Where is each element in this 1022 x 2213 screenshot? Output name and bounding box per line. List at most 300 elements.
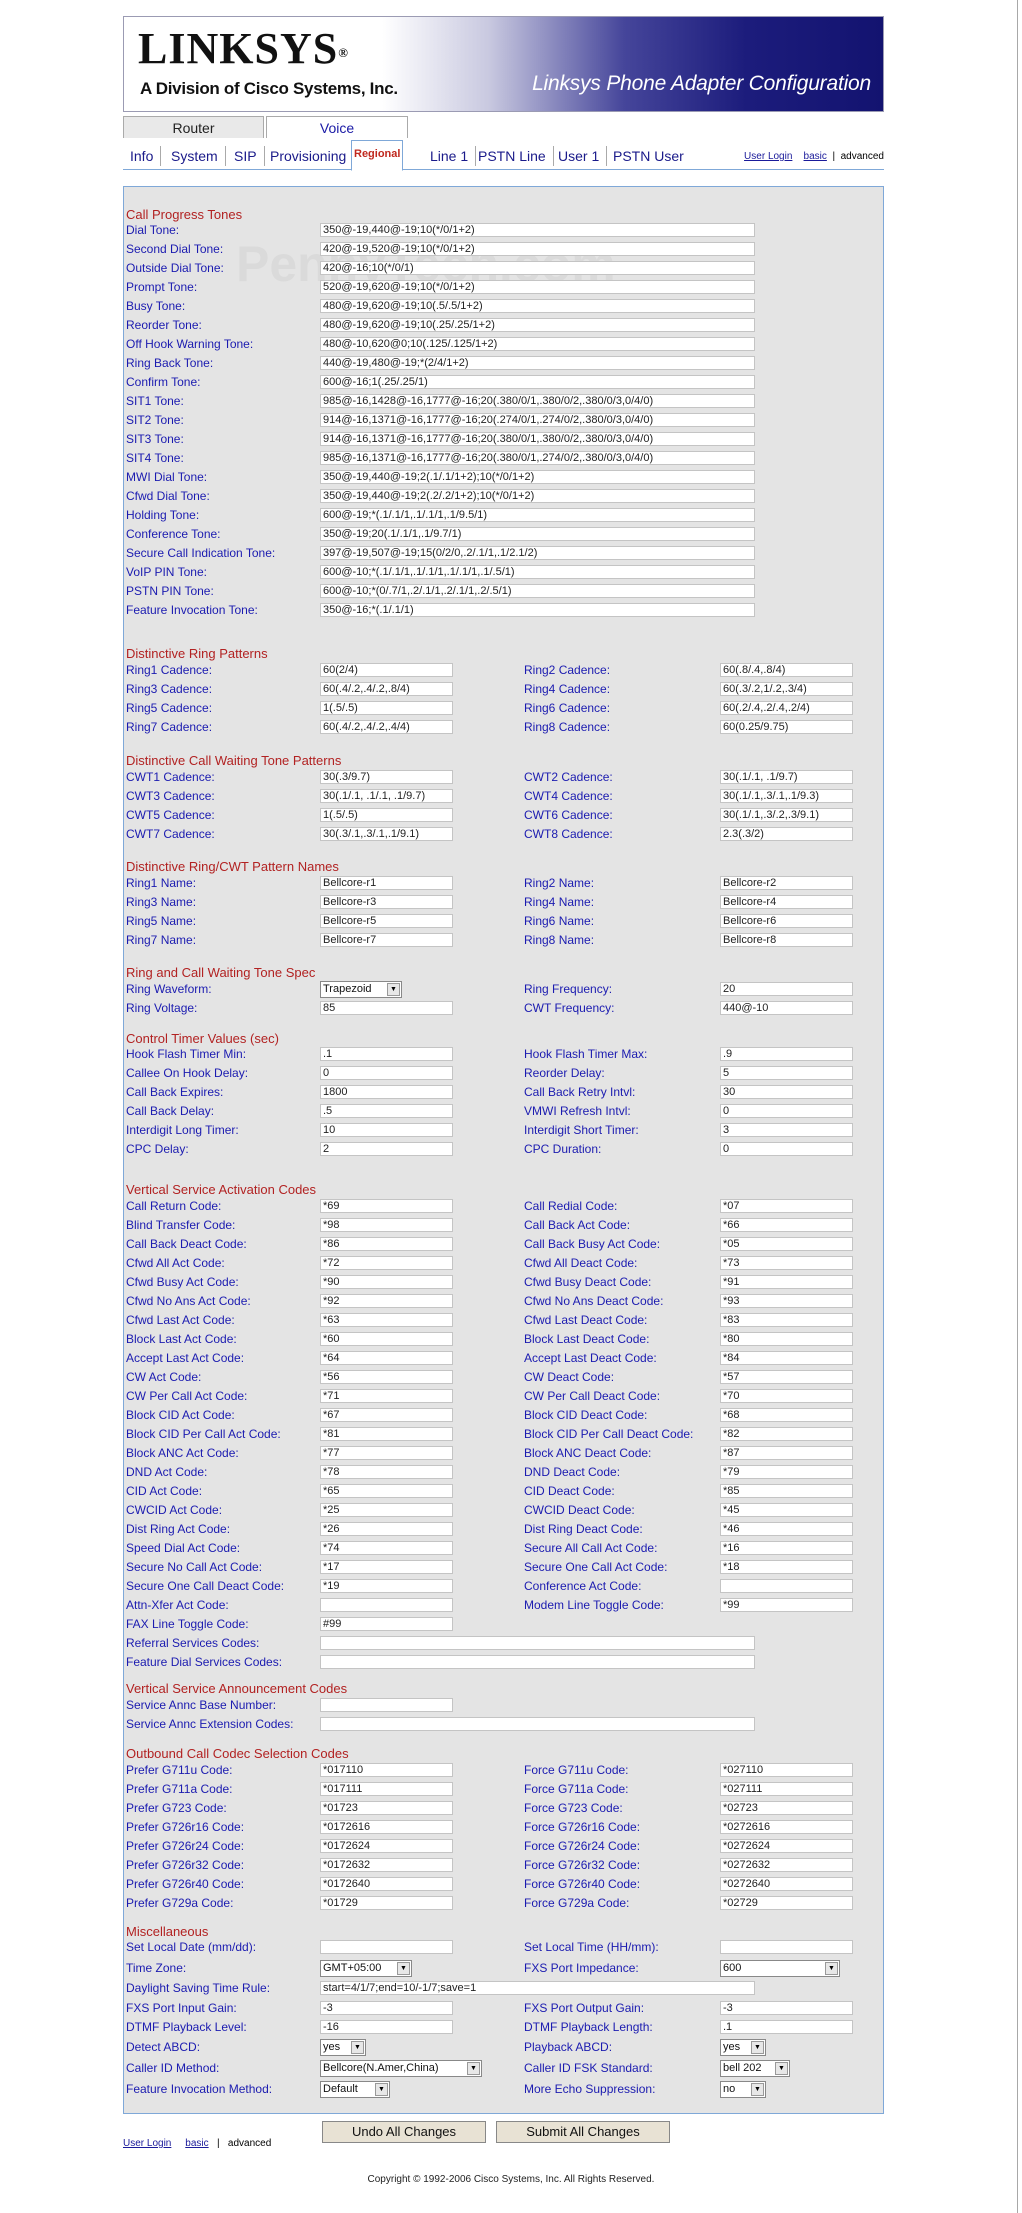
copyright: Copyright © 1992-2006 Cisco Systems, Inc. All Rights Reserved.: [367, 2174, 655, 2185]
force-g723-code-field[interactable]: *02723: [720, 1801, 853, 1815]
undo-all-changes-button[interactable]: Undo All Changes: [322, 2121, 486, 2143]
dnd-act-code-field[interactable]: *78: [320, 1465, 453, 1479]
section-title-cpt: Call Progress Tones: [126, 207, 243, 222]
ring-waveform-select[interactable]: [320, 981, 402, 998]
ring-frequency-field[interactable]: 20: [720, 982, 853, 996]
secure-call-indication-tone-field[interactable]: 397@-19,507@-19;15(0/2/0,.2/.1/1,.1/2.1/2): [320, 546, 755, 560]
prompt-tone-field[interactable]: 520@-19,620@-19;10(*/0/1+2): [320, 280, 755, 294]
prefer-g711u-code-field[interactable]: *017110: [320, 1763, 453, 1777]
ring2-cadence-field[interactable]: 60(.8/.4,.8/4): [720, 663, 853, 677]
tab-voice[interactable]: Voice: [266, 116, 408, 138]
ring3-cadence-field[interactable]: 60(.4/.2,.4/.2,.8/4): [320, 682, 453, 696]
cfwd-last-deact-code-field[interactable]: *83: [720, 1313, 853, 1327]
ring4-name-label: Ring4 Name:: [524, 895, 595, 909]
selected-value: Bellcore(N.Amer,China): [323, 2062, 439, 2074]
prefer-g726r24-code-field[interactable]: *0172624: [320, 1839, 453, 1853]
prefer-g711a-code-field[interactable]: *017111: [320, 1782, 453, 1796]
interdigit-short-timer-field[interactable]: 3: [720, 1123, 853, 1137]
call-back-busy-act-code-label: Call Back Busy Act Code:: [524, 1237, 661, 1251]
call-redial-code-field[interactable]: *07: [720, 1199, 853, 1213]
reorder-tone-label: Reorder Tone:: [126, 318, 202, 332]
call-back-deact-code-label: Call Back Deact Code:: [126, 1237, 247, 1251]
cfwd-busy-act-code-label: Cfwd Busy Act Code:: [126, 1275, 239, 1289]
detect-abcd-label: Detect ABCD:: [126, 2040, 201, 2054]
off-hook-warning-tone-field[interactable]: 480@-10,620@0;10(.125/.125/1+2): [320, 337, 755, 351]
section-title-timer: Control Timer Values (sec): [126, 1031, 279, 1046]
feature-invocation-method-label: Feature Invocation Method:: [126, 2082, 273, 2096]
ring8-name-label: Ring8 Name:: [524, 933, 595, 947]
cw-deact-code-field[interactable]: *57: [720, 1370, 853, 1384]
holding-tone-label: Holding Tone:: [126, 508, 200, 522]
modem-line-toggle-code-field[interactable]: *99: [720, 1598, 853, 1612]
ring6-cadence-field[interactable]: 60(.2/.4,.2/.4,.2/4): [720, 701, 853, 715]
force-g711a-code-field[interactable]: *027111: [720, 1782, 853, 1796]
second-dial-tone-label: Second Dial Tone:: [126, 242, 224, 256]
cfwd-last-act-code-field[interactable]: *63: [320, 1313, 453, 1327]
hook-flash-timer-min-label: Hook Flash Timer Min:: [126, 1047, 247, 1061]
accept-last-act-code-field[interactable]: *64: [320, 1351, 453, 1365]
cw-act-code-label: CW Act Code:: [126, 1370, 202, 1384]
user-login-link[interactable]: User Login: [744, 151, 793, 162]
time-zone-label: Time Zone:: [126, 1961, 187, 1975]
ring2-name-field[interactable]: Bellcore-r2: [720, 876, 853, 890]
call-back-busy-act-code-field[interactable]: *05: [720, 1237, 853, 1251]
force-g726r24-code-field[interactable]: *0272624: [720, 1839, 853, 1853]
caller-id-fsk-standard-label: Caller ID FSK Standard:: [524, 2061, 653, 2075]
cwcid-act-code-field[interactable]: *25: [320, 1503, 453, 1517]
tab-pstn-line[interactable]: PSTN Line: [471, 146, 554, 166]
interdigit-long-timer-label: Interdigit Long Timer:: [126, 1123, 239, 1137]
call-back-delay-label: Call Back Delay:: [126, 1104, 215, 1118]
ring1-name-field[interactable]: Bellcore-r1: [320, 876, 453, 890]
ring7-name-field[interactable]: Bellcore-r7: [320, 933, 453, 947]
cfwd-all-deact-code-field[interactable]: *73: [720, 1256, 853, 1270]
selected-value: yes: [323, 2041, 341, 2053]
caller-id-method-label: Caller ID Method:: [126, 2061, 220, 2075]
dtmf-playback-length-field[interactable]: .1: [720, 2020, 853, 2034]
interdigit-long-timer-field[interactable]: 10: [320, 1123, 453, 1137]
secure-all-call-act-code-label: Secure All Call Act Code:: [524, 1541, 658, 1555]
cwcid-deact-code-label: CWCID Deact Code:: [524, 1503, 635, 1517]
block-cid-per-call-deact-code-label: Block CID Per Call Deact Code:: [524, 1427, 694, 1441]
busy-tone-field[interactable]: 480@-19,620@-19;10(.5/.5/1+2): [320, 299, 755, 313]
conference-tone-label: Conference Tone:: [126, 527, 221, 541]
tab-provisioning[interactable]: Provisioning: [263, 146, 354, 166]
ring7-cadence-field[interactable]: 60(.4/.2,.4/.2,.4/4): [320, 720, 453, 734]
section-title-drp: Distinctive Ring Patterns: [126, 646, 268, 661]
ring-back-tone-label: Ring Back Tone:: [126, 356, 214, 370]
block-cid-per-call-act-code-label: Block CID Per Call Act Code:: [126, 1427, 281, 1441]
callee-on-hook-delay-field[interactable]: 0: [320, 1066, 453, 1080]
chevron-down-icon[interactable]: ▼: [751, 2041, 764, 2054]
feature-dial-services-codes-field[interactable]: [320, 1655, 755, 1669]
cw-per-call-act-code-field[interactable]: *71: [320, 1389, 453, 1403]
block-anc-deact-code-field[interactable]: *87: [720, 1446, 853, 1460]
set-local-time-hh-mm-field[interactable]: [720, 1940, 853, 1954]
sit4-tone-field[interactable]: 985@-16,1371@-16,1777@-16;20(.380/0/1,.274/0/2,.380/0/3,0/4/0): [320, 451, 755, 465]
cfwd-no-ans-act-code-label: Cfwd No Ans Act Code:: [126, 1294, 251, 1308]
ring7-name-label: Ring7 Name:: [126, 933, 197, 947]
ring3-cadence-label: Ring3 Cadence:: [126, 682, 213, 696]
cw-per-call-deact-code-field[interactable]: *70: [720, 1389, 853, 1403]
footer-user-login-link[interactable]: User Login: [123, 2138, 172, 2149]
ring5-cadence-field[interactable]: 1(.5/.5): [320, 701, 453, 715]
cw-act-code-field[interactable]: *56: [320, 1370, 453, 1384]
cwt6-cadence-label: CWT6 Cadence:: [524, 808, 613, 822]
cfwd-last-deact-code-label: Cfwd Last Deact Code:: [524, 1313, 648, 1327]
hook-flash-timer-max-label: Hook Flash Timer Max:: [524, 1047, 648, 1061]
blind-transfer-code-field[interactable]: *98: [320, 1218, 453, 1232]
caller-id-method-select[interactable]: [320, 2060, 482, 2077]
second-dial-tone-field[interactable]: 420@-19,520@-19;10(*/0/1+2): [320, 242, 755, 256]
interdigit-short-timer-label: Interdigit Short Timer:: [524, 1123, 639, 1137]
cwt7-cadence-field[interactable]: 30(.3/.1,.3/.1,.1/9.1): [320, 827, 453, 841]
cwt-frequency-label: CWT Frequency:: [524, 1001, 615, 1015]
fxs-port-impedance-select[interactable]: [720, 1960, 840, 1977]
ring-voltage-field[interactable]: 85: [320, 1001, 453, 1015]
secure-one-call-act-code-field[interactable]: *18: [720, 1560, 853, 1574]
blind-transfer-code-label: Blind Transfer Code:: [126, 1218, 236, 1232]
force-g729a-code-label: Force G729a Code:: [524, 1896, 630, 1910]
section-title-ring: Ring and Call Waiting Tone Spec: [126, 965, 316, 980]
ring6-name-field[interactable]: Bellcore-r6: [720, 914, 853, 928]
service-annc-extension-codes-field[interactable]: [320, 1717, 755, 1731]
chevron-down-icon[interactable]: ▼: [751, 2083, 764, 2096]
referral-services-codes-field[interactable]: [320, 1636, 755, 1650]
dtmf-playback-level-label: DTMF Playback Level:: [126, 2020, 247, 2034]
caller-id-fsk-standard-select[interactable]: [720, 2060, 790, 2077]
sub-tabs: [123, 140, 884, 170]
prefer-g711u-code-label: Prefer G711u Code:: [126, 1763, 233, 1777]
block-cid-deact-code-field[interactable]: *68: [720, 1408, 853, 1422]
dnd-deact-code-label: DND Deact Code:: [524, 1465, 621, 1479]
outside-dial-tone-label: Outside Dial Tone:: [126, 261, 224, 275]
reorder-tone-field[interactable]: 480@-19,620@-19;10(.25/.25/1+2): [320, 318, 755, 332]
cpc-duration-field[interactable]: 0: [720, 1142, 853, 1156]
ring7-cadence-label: Ring7 Cadence:: [126, 720, 213, 734]
cfwd-busy-act-code-field[interactable]: *90: [320, 1275, 453, 1289]
linksys-logo: [138, 23, 349, 75]
secure-call-indication-tone-label: Secure Call Indication Tone:: [126, 546, 276, 560]
submit-all-changes-button[interactable]: Submit All Changes: [496, 2121, 670, 2143]
hook-flash-timer-min-field[interactable]: .1: [320, 1047, 453, 1061]
selected-value: bell 202: [723, 2062, 762, 2074]
feature-invocation-tone-field[interactable]: 350@-16;*(.1/.1/1): [320, 603, 755, 617]
call-return-code-field[interactable]: *69: [320, 1199, 453, 1213]
section-title-codec: Outbound Call Codec Selection Codes: [126, 1746, 349, 1761]
block-last-deact-code-field[interactable]: *80: [720, 1332, 853, 1346]
tab-line-1[interactable]: Line 1: [423, 146, 476, 166]
pstn-pin-tone-field[interactable]: 600@-10;*(0/.7/1,.2/.1/1,.2/.1/1,.2/.5/1): [320, 584, 755, 598]
cfwd-all-act-code-label: Cfwd All Act Code:: [126, 1256, 225, 1270]
call-back-delay-field[interactable]: .5: [320, 1104, 453, 1118]
block-cid-per-call-deact-code-field[interactable]: *82: [720, 1427, 853, 1441]
playback-abcd-select[interactable]: [720, 2039, 766, 2056]
tab-router[interactable]: Router: [123, 116, 264, 138]
call-back-deact-code-field[interactable]: *86: [320, 1237, 453, 1251]
cfwd-no-ans-deact-code-label: Cfwd No Ans Deact Code:: [524, 1294, 664, 1308]
cfwd-dial-tone-field[interactable]: 350@-19,440@-19;2(.2/.2/1+2);10(*/0/1+2): [320, 489, 755, 503]
cid-deact-code-field[interactable]: *85: [720, 1484, 853, 1498]
voip-pin-tone-label: VoIP PIN Tone:: [126, 565, 207, 579]
cwt8-cadence-field[interactable]: 2.3(.3/2): [720, 827, 853, 841]
force-g726r16-code-label: Force G726r16 Code:: [524, 1820, 641, 1834]
ring-voltage-label: Ring Voltage:: [126, 1001, 198, 1015]
force-g711u-code-label: Force G711u Code:: [524, 1763, 629, 1777]
tab-pstn-user[interactable]: PSTN User: [613, 148, 684, 164]
mwi-dial-tone-field[interactable]: 350@-19,440@-19;2(.1/.1/1+2);10(*/0/1+2): [320, 470, 755, 484]
service-annc-base-number-field[interactable]: [320, 1698, 453, 1712]
block-anc-act-code-field[interactable]: *77: [320, 1446, 453, 1460]
ring3-name-field[interactable]: Bellcore-r3: [320, 895, 453, 909]
cw-per-call-deact-code-label: CW Per Call Deact Code:: [524, 1389, 661, 1403]
holding-tone-field[interactable]: 600@-19;*(.1/.1/1,.1/.1/1,.1/9.5/1): [320, 508, 755, 522]
cwt4-cadence-label: CWT4 Cadence:: [524, 789, 613, 803]
block-cid-act-code-field[interactable]: *67: [320, 1408, 453, 1422]
prefer-g723-code-field[interactable]: *01723: [320, 1801, 453, 1815]
footer-basic-link[interactable]: basic: [185, 2138, 209, 2149]
secure-no-call-act-code-label: Secure No Call Act Code:: [126, 1560, 263, 1574]
chevron-down-icon[interactable]: ▼: [467, 2062, 480, 2075]
conference-tone-field[interactable]: 350@-19;20(.1/.1/1,.1/9.7/1): [320, 527, 755, 541]
force-g723-code-label: Force G723 Code:: [524, 1801, 623, 1815]
block-last-act-code-field[interactable]: *60: [320, 1332, 453, 1346]
cfwd-busy-deact-code-label: Cfwd Busy Deact Code:: [524, 1275, 652, 1289]
feature-invocation-method-select[interactable]: [320, 2081, 390, 2098]
page-container: [123, 16, 884, 2139]
ring8-name-field[interactable]: Bellcore-r8: [720, 933, 853, 947]
attn-xfer-act-code-label: Attn-Xfer Act Code:: [126, 1598, 229, 1612]
outside-dial-tone-field[interactable]: 420@-16;10(*/0/1): [320, 261, 755, 275]
secure-no-call-act-code-field[interactable]: *17: [320, 1560, 453, 1574]
force-g711u-code-field[interactable]: *027110: [720, 1763, 853, 1777]
service-annc-base-number-label: Service Annc Base Number:: [126, 1698, 277, 1712]
conference-act-code-label: Conference Act Code:: [524, 1579, 642, 1593]
block-cid-deact-code-label: Block CID Deact Code:: [524, 1408, 648, 1422]
chevron-down-icon[interactable]: ▼: [397, 1962, 410, 1975]
block-anc-act-code-label: Block ANC Act Code:: [126, 1446, 239, 1460]
sit1-tone-field[interactable]: 985@-16,1428@-16,1777@-16;20(.380/0/1,.380/0/2,.380/0/3,0/4/0): [320, 394, 755, 408]
cfwd-no-ans-act-code-field[interactable]: *92: [320, 1294, 453, 1308]
force-g729a-code-field[interactable]: *02729: [720, 1896, 853, 1910]
ring6-cadence-label: Ring6 Cadence:: [524, 701, 611, 715]
set-local-date-mm-dd-field[interactable]: [320, 1940, 453, 1954]
mwi-dial-tone-label: MWI Dial Tone:: [126, 470, 208, 484]
ring1-name-label: Ring1 Name:: [126, 876, 197, 890]
busy-tone-label: Busy Tone:: [126, 299, 186, 313]
basic-link[interactable]: basic: [803, 151, 827, 162]
ring-back-tone-field[interactable]: 440@-19,480@-19;*(2/4/1+2): [320, 356, 755, 370]
cwt1-cadence-field[interactable]: 30(.3/9.7): [320, 770, 453, 784]
hook-flash-timer-max-field[interactable]: .9: [720, 1047, 853, 1061]
force-g726r16-code-field[interactable]: *0272616: [720, 1820, 853, 1834]
window-edge: [1017, 0, 1018, 2213]
prefer-g726r40-code-label: Prefer G726r40 Code:: [126, 1877, 245, 1891]
cwt-frequency-field[interactable]: 440@-10: [720, 1001, 853, 1015]
cfwd-busy-deact-code-field[interactable]: *91: [720, 1275, 853, 1289]
cwt2-cadence-field[interactable]: 30(.1/.1, .1/9.7): [720, 770, 853, 784]
tab-regional[interactable]: Regional: [351, 140, 403, 171]
cwt3-cadence-field[interactable]: 30(.1/.1, .1/.1, .1/9.7): [320, 789, 453, 803]
call-back-retry-intvl-field[interactable]: 30: [720, 1085, 853, 1099]
chevron-down-icon[interactable]: ▼: [775, 2062, 788, 2075]
dist-ring-act-code-field[interactable]: *26: [320, 1522, 453, 1536]
ring5-cadence-label: Ring5 Cadence:: [126, 701, 213, 715]
cfwd-dial-tone-label: Cfwd Dial Tone:: [126, 489, 210, 503]
tab-user-1[interactable]: User 1: [551, 146, 607, 166]
voip-pin-tone-field[interactable]: 600@-10;*(.1/.1/1,.1/.1/1,.1/.1/1,.1/.5/1): [320, 565, 755, 579]
cwcid-deact-code-field[interactable]: *45: [720, 1503, 853, 1517]
reorder-delay-label: Reorder Delay:: [524, 1066, 605, 1080]
cfwd-all-act-code-field[interactable]: *72: [320, 1256, 453, 1270]
cid-act-code-field[interactable]: *65: [320, 1484, 453, 1498]
selected-value: no: [723, 2083, 736, 2095]
selected-value: Trapezoid: [323, 983, 372, 995]
daylight-saving-time-rule-label: Daylight Saving Time Rule:: [126, 1981, 271, 1995]
confirm-tone-label: Confirm Tone:: [126, 375, 201, 389]
ring1-cadence-label: Ring1 Cadence:: [126, 663, 213, 677]
selected-value: yes: [723, 2041, 741, 2053]
cwt5-cadence-field[interactable]: 1(.5/.5): [320, 808, 453, 822]
force-g711a-code-label: Force G711a Code:: [524, 1782, 629, 1796]
footer-links: [123, 2138, 271, 2149]
prefer-g726r24-code-label: Prefer G726r24 Code:: [126, 1839, 245, 1853]
off-hook-warning-tone-label: Off Hook Warning Tone:: [126, 337, 254, 351]
cwt4-cadence-field[interactable]: 30(.1/.1,.3/.1,.1/9.3): [720, 789, 853, 803]
cpc-delay-label: CPC Delay:: [126, 1142, 189, 1156]
block-last-act-code-label: Block Last Act Code:: [126, 1332, 237, 1346]
section-title-names: Distinctive Ring/CWT Pattern Names: [126, 859, 339, 874]
cw-deact-code-label: CW Deact Code:: [524, 1370, 615, 1384]
cwt7-cadence-label: CWT7 Cadence:: [126, 827, 215, 841]
cpc-duration-label: CPC Duration:: [524, 1142, 602, 1156]
set-local-date-mm-dd-label: Set Local Date (mm/dd):: [126, 1940, 257, 1954]
ring1-cadence-field[interactable]: 60(2/4): [320, 663, 453, 677]
ring8-cadence-field[interactable]: 60(0.25/9.75): [720, 720, 853, 734]
section-title-vsan: Vertical Service Announcement Codes: [126, 1681, 348, 1696]
call-back-expires-label: Call Back Expires:: [126, 1085, 224, 1099]
call-back-act-code-field[interactable]: *66: [720, 1218, 853, 1232]
cw-per-call-act-code-label: CW Per Call Act Code:: [126, 1389, 248, 1403]
dial-tone-field[interactable]: 350@-19,440@-19;10(*/0/1+2): [320, 223, 755, 237]
footer-advanced-link: advanced: [227, 2138, 272, 2149]
prefer-g711a-code-label: Prefer G711a Code:: [126, 1782, 233, 1796]
header-banner: [123, 16, 884, 112]
vmwi-refresh-intvl-field[interactable]: 0: [720, 1104, 853, 1118]
ring-waveform-label: Ring Waveform:: [126, 982, 212, 996]
secure-all-call-act-code-field[interactable]: *16: [720, 1541, 853, 1555]
cpc-delay-field[interactable]: 2: [320, 1142, 453, 1156]
cwcid-act-code-label: CWCID Act Code:: [126, 1503, 223, 1517]
fxs-port-output-gain-field[interactable]: -3: [720, 2001, 853, 2015]
block-cid-per-call-act-code-field[interactable]: *81: [320, 1427, 453, 1441]
sit3-tone-label: SIT3 Tone:: [126, 432, 184, 446]
speed-dial-act-code-field[interactable]: *74: [320, 1541, 453, 1555]
selected-value: GMT+05:00: [323, 1962, 382, 1974]
brand-tagline: A Division of Cisco Systems, Inc.: [140, 79, 398, 98]
ring5-name-field[interactable]: Bellcore-r5: [320, 914, 453, 928]
sit2-tone-field[interactable]: 914@-16,1371@-16,1777@-16;20(.274/0/1,.274/0/2,.380/0/3,0/4/0): [320, 413, 755, 427]
accept-last-deact-code-field[interactable]: *84: [720, 1351, 853, 1365]
call-back-expires-field[interactable]: 1800: [320, 1085, 453, 1099]
prefer-g726r32-code-field[interactable]: *0172632: [320, 1858, 453, 1872]
ring-frequency-label: Ring Frequency:: [524, 982, 613, 996]
force-g726r32-code-label: Force G726r32 Code:: [524, 1858, 641, 1872]
fxs-port-input-gain-label: FXS Port Input Gain:: [126, 2001, 237, 2015]
confirm-tone-field[interactable]: 600@-16;1(.25/.25/1): [320, 375, 755, 389]
detect-abcd-select[interactable]: [320, 2039, 366, 2056]
tab-sip[interactable]: SIP: [227, 146, 265, 166]
chevron-down-icon[interactable]: ▼: [351, 2041, 364, 2054]
regional-settings-form: [123, 186, 884, 2114]
prefer-g726r16-code-label: Prefer G726r16 Code:: [126, 1820, 245, 1834]
ring4-cadence-field[interactable]: 60(.3/.2,1/.2,.3/4): [720, 682, 853, 696]
dnd-deact-code-field[interactable]: *79: [720, 1465, 853, 1479]
fxs-port-input-gain-field[interactable]: -3: [320, 2001, 453, 2015]
dtmf-playback-level-field[interactable]: -16: [320, 2020, 453, 2034]
time-zone-select[interactable]: [320, 1960, 412, 1977]
fax-line-toggle-code-field[interactable]: #99: [320, 1617, 453, 1631]
more-echo-suppression-select[interactable]: [720, 2081, 766, 2098]
cwt3-cadence-label: CWT3 Cadence:: [126, 789, 215, 803]
call-back-act-code-label: Call Back Act Code:: [524, 1218, 631, 1232]
prefer-g726r40-code-field[interactable]: *0172640: [320, 1877, 453, 1891]
prefer-g726r16-code-field[interactable]: *0172616: [320, 1820, 453, 1834]
force-g726r32-code-field[interactable]: *0272632: [720, 1858, 853, 1872]
logo-registered-mark: ®: [338, 45, 349, 60]
vmwi-refresh-intvl-label: VMWI Refresh Intvl:: [524, 1104, 631, 1118]
dist-ring-deact-code-field[interactable]: *46: [720, 1522, 853, 1536]
sit3-tone-field[interactable]: 914@-16,1371@-16,1777@-16;20(.380/0/1,.380/0/2,.380/0/3,0/4/0): [320, 432, 755, 446]
force-g726r24-code-label: Force G726r24 Code:: [524, 1839, 641, 1853]
section-title-misc: Miscellaneous: [126, 1924, 209, 1939]
secure-one-call-deact-code-field[interactable]: *19: [320, 1579, 453, 1593]
attn-xfer-act-code-field[interactable]: [320, 1598, 453, 1612]
tab-system[interactable]: System: [164, 146, 226, 166]
selected-value: 600: [723, 1962, 742, 1974]
cwt2-cadence-label: CWT2 Cadence:: [524, 770, 613, 784]
speed-dial-act-code-label: Speed Dial Act Code:: [126, 1541, 241, 1555]
dist-ring-act-code-label: Dist Ring Act Code:: [126, 1522, 231, 1536]
ring4-name-field[interactable]: Bellcore-r4: [720, 895, 853, 909]
ring2-name-label: Ring2 Name:: [524, 876, 595, 890]
chevron-down-icon[interactable]: ▼: [825, 1962, 838, 1975]
block-anc-deact-code-label: Block ANC Deact Code:: [524, 1446, 652, 1460]
cfwd-no-ans-deact-code-field[interactable]: *93: [720, 1294, 853, 1308]
conference-act-code-field[interactable]: [720, 1579, 853, 1593]
chevron-down-icon[interactable]: ▼: [387, 983, 400, 996]
tab-info[interactable]: Info: [123, 146, 161, 166]
fxs-port-output-gain-label: FXS Port Output Gain:: [524, 2001, 645, 2015]
force-g726r40-code-field[interactable]: *0272640: [720, 1877, 853, 1891]
cwt5-cadence-label: CWT5 Cadence:: [126, 808, 215, 822]
section-title-dcwt: Distinctive Call Waiting Tone Patterns: [126, 753, 342, 768]
fax-line-toggle-code-label: FAX Line Toggle Code:: [126, 1617, 249, 1631]
reorder-delay-field[interactable]: 5: [720, 1066, 853, 1080]
cwt6-cadence-field[interactable]: 30(.1/.1,.3/.2,.3/9.1): [720, 808, 853, 822]
link-separator: |: [832, 151, 836, 162]
section-title-vsac: Vertical Service Activation Codes: [126, 1182, 317, 1197]
sit1-tone-label: SIT1 Tone:: [126, 394, 184, 408]
daylight-saving-time-rule-field[interactable]: start=4/1/7;end=10/-1/7;save=1: [320, 1981, 755, 1995]
prefer-g726r32-code-label: Prefer G726r32 Code:: [126, 1858, 245, 1872]
chevron-down-icon[interactable]: ▼: [375, 2083, 388, 2096]
call-back-retry-intvl-label: Call Back Retry Intvl:: [524, 1085, 636, 1099]
playback-abcd-label: Playback ABCD:: [524, 2040, 613, 2054]
dial-tone-label: Dial Tone:: [126, 223, 180, 237]
cid-act-code-label: CID Act Code:: [126, 1484, 203, 1498]
prefer-g729a-code-field[interactable]: *01729: [320, 1896, 453, 1910]
